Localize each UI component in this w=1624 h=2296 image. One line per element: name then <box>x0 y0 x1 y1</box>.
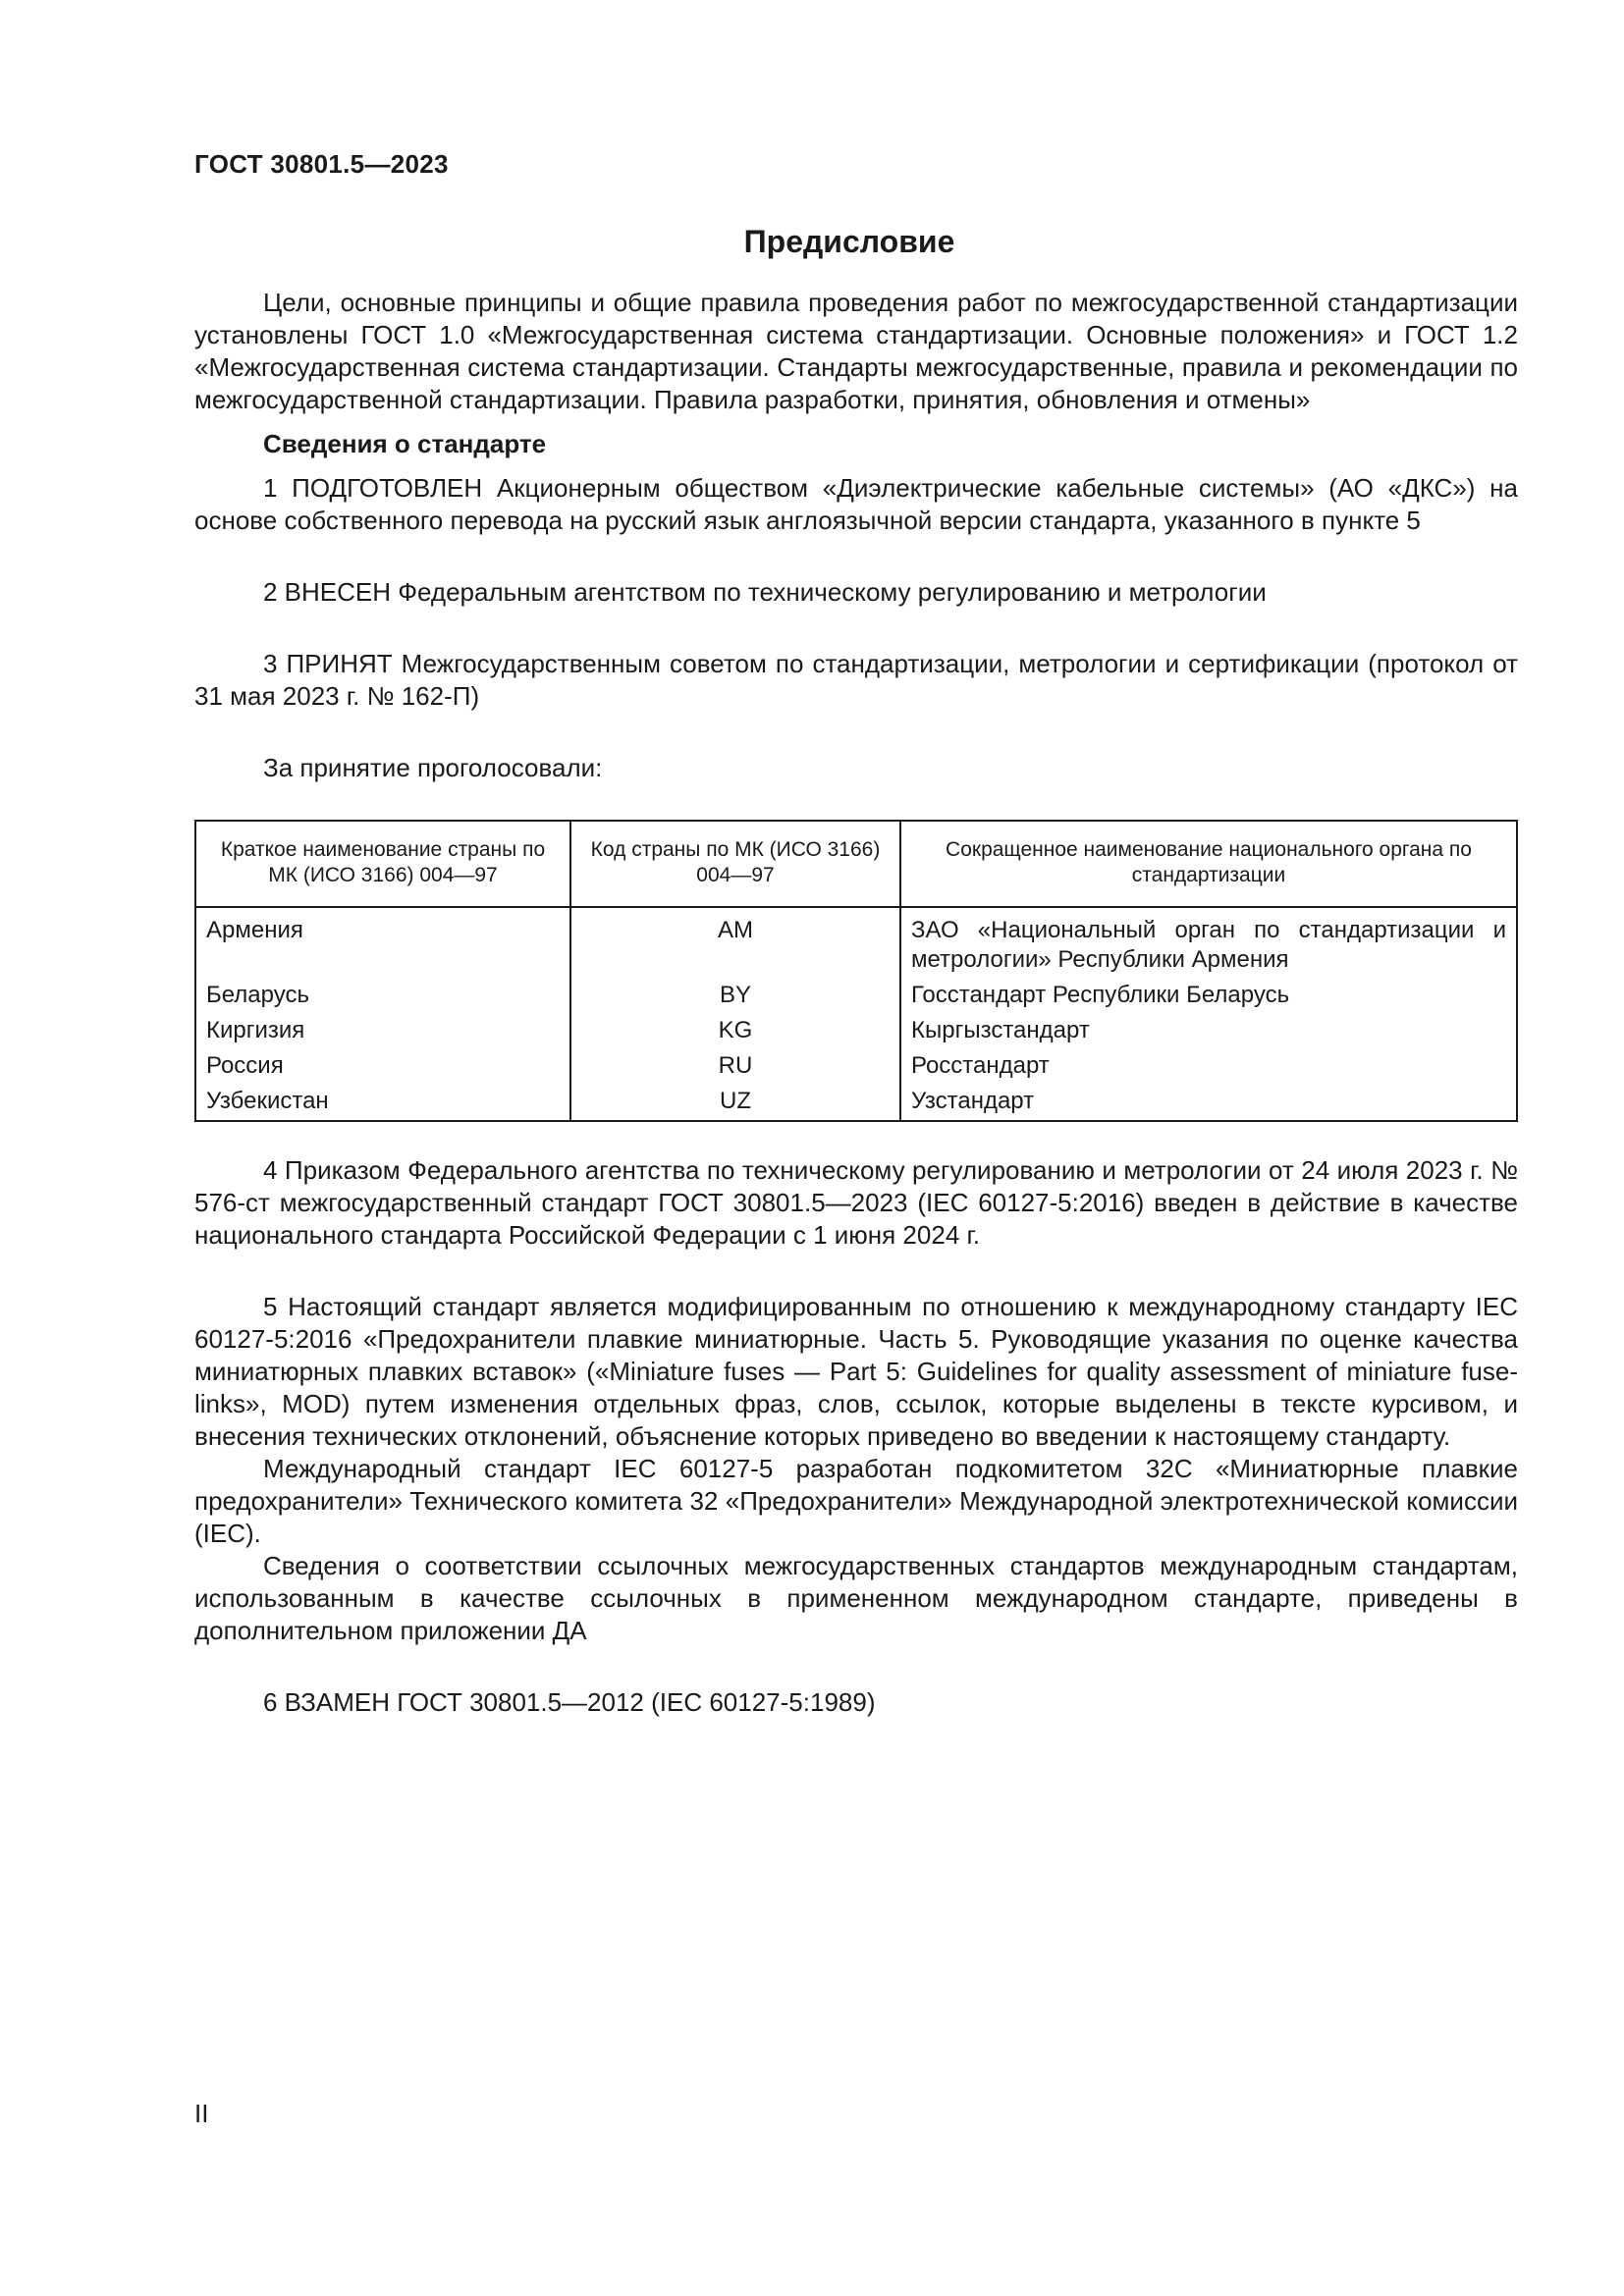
item-5-reference-info: Сведения о соответствии ссылочных межгосударственных стандартов международным стандартам, использованным в качестве ссылочных в примененном международном стандарте, приведены в дополнительном приложении ДА <box>194 1551 1518 1645</box>
country-cell: Киргизия <box>195 1013 570 1048</box>
code-cell: BY <box>570 978 900 1013</box>
page-number: II <box>194 2099 209 2128</box>
organization-cell: ЗАО «Национальный орган по стандартизации и метрологии» Республики Армения <box>900 907 1517 978</box>
column-header-organization: Сокращенное наименование национального органа по стандартизации <box>900 821 1517 907</box>
table-row <box>195 1013 1517 1048</box>
organization-cell: Узстандарт <box>900 1084 1517 1121</box>
table-row <box>195 907 1517 978</box>
country-cell: Армения <box>195 907 570 978</box>
section-heading: Сведения о стандарте <box>263 429 547 458</box>
document-body <box>194 287 1518 1719</box>
item-5: 5 Настоящий стандарт является модифицированным по отношению к международному стандарту IEC 60127-5:2016 «Предохранители плавкие миниатюрные. Часть 5. Руководящие указания по оценке качества миниатюрных плавких вставок» («Miniature fuses — Part 5: Guidelines for quality assessment of miniature fuse-links», MOD) путем изменения отдельных фраз, слов, ссылок, которые выделены в тексте курсивом, и внесения технических отклонений, объяснение которых приведено во введении к настоящему стандарту. <box>194 1292 1518 1451</box>
code-cell: RU <box>570 1048 900 1084</box>
country-cell: Беларусь <box>195 978 570 1013</box>
organization-cell: Росстандарт <box>900 1048 1517 1084</box>
item-5-international-standard: Международный стандарт IEC 60127-5 разработан подкомитетом 32С «Миниатюрные плавкие предохранители» Технического комитета 32 «Предохранители» Международной электротехнической комиссии (IEC). <box>194 1454 1518 1548</box>
page-title: Предисловие <box>743 224 955 259</box>
item-6: 6 ВЗАМЕН ГОСТ 30801.5—2012 (IEC 60127-5:1989) <box>263 1687 876 1717</box>
item-3: 3 ПРИНЯТ Межгосударственным советом по стандартизации, метрологии и сертификации (протокол от 31 мая 2023 г. № 162-П) <box>194 649 1518 711</box>
organization-cell: Кыргызстандарт <box>900 1013 1517 1048</box>
organization-cell: Госстандарт Республики Беларусь <box>900 978 1517 1013</box>
country-cell: Узбекистан <box>195 1084 570 1121</box>
table-header-row <box>195 821 1517 907</box>
code-cell: AM <box>570 907 900 978</box>
intro-paragraph: Цели, основные принципы и общие правила проведения работ по межгосударственной стандартизации установлены ГОСТ 1.0 «Межгосударственная система стандартизации. Основные положения» и ГОСТ 1.2 «Межгосударственная система стандартизации. Стандарты межгосударственные, правила и рекомендации по межгосударственной стандартизации. Правила разработки, принятия, обновления и отмены» <box>194 288 1518 414</box>
column-header-code: Код страны по МК (ИСО 3166) 004—97 <box>570 821 900 907</box>
table-row <box>195 1048 1517 1084</box>
country-cell: Россия <box>195 1048 570 1084</box>
item-4: 4 Приказом Федерального агентства по техническому регулированию и метрологии от 24 июля 2023 г. № 576-ст межгосударственный стандарт ГОСТ 30801.5—2023 (IEC 60127-5:2016) введен в действие в качестве национального стандарта Российской Федерации с 1 июня 2024 г. <box>194 1155 1518 1250</box>
code-cell: KG <box>570 1013 900 1048</box>
item-2: 2 ВНЕСЕН Федеральным агентством по техническому регулированию и метрологии <box>263 577 1267 607</box>
document-header: ГОСТ 30801.5—2023 <box>194 149 449 179</box>
voting-countries-table <box>194 820 1518 1122</box>
code-cell: UZ <box>570 1084 900 1121</box>
vote-label: За принятие проголосовали: <box>263 753 603 782</box>
table-row <box>195 1084 1517 1121</box>
column-header-country: Краткое наименование страны по МК (ИСО 3166) 004—97 <box>195 821 570 907</box>
table-row <box>195 978 1517 1013</box>
item-1: 1 ПОДГОТОВЛЕН Акционерным обществом «Диэлектрические кабельные системы» (АО «ДКС») на основе собственного перевода на русский язык англоязычной версии стандарта, указанного в пункте 5 <box>194 473 1518 535</box>
